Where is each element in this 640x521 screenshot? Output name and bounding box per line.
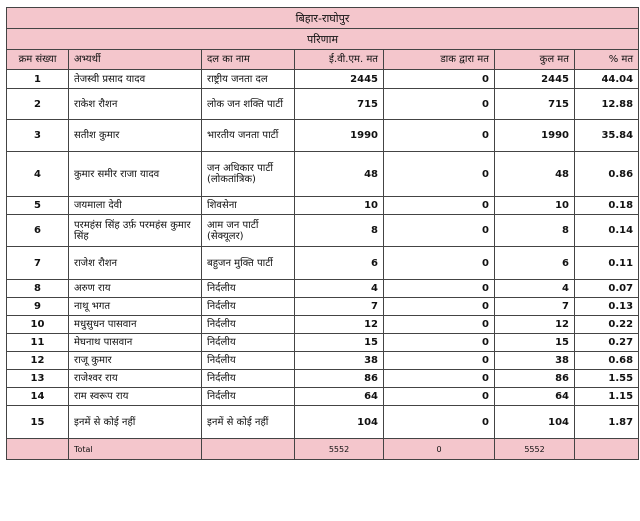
cell-evm-votes: 1990 [295,120,384,152]
cell-postal-votes: 0 [384,152,495,197]
total-postal: 0 [384,439,495,460]
cell-total-votes: 4 [495,280,575,298]
total-empty-cell [7,439,69,460]
cell-percent: 0.86 [575,152,639,197]
cell-candidate: नाथू भगत [69,298,202,316]
cell-party: निर्दलीय [202,334,295,352]
col-header-party: दल का नाम [202,50,295,70]
cell-party: भारतीय जनता पार्टी [202,120,295,152]
cell-postal-votes: 0 [384,197,495,215]
total-evm: 5552 [295,439,384,460]
cell-evm-votes: 7 [295,298,384,316]
cell-serial: 5 [7,197,69,215]
cell-serial: 7 [7,247,69,280]
table-row [7,152,639,197]
col-header-serial: क्रम संख्या [7,50,69,70]
cell-total-votes: 6 [495,247,575,280]
results-table-container [6,7,638,460]
cell-percent: 0.11 [575,247,639,280]
cell-postal-votes: 0 [384,370,495,388]
cell-postal-votes: 0 [384,280,495,298]
cell-total-votes: 38 [495,352,575,370]
table-row [7,316,639,334]
cell-postal-votes: 0 [384,316,495,334]
cell-postal-votes: 0 [384,298,495,316]
cell-candidate: राजेश रौशन [69,247,202,280]
cell-percent: 0.18 [575,197,639,215]
total-pct-empty [575,439,639,460]
cell-percent: 1.15 [575,388,639,406]
cell-candidate: राम स्वरूप राय [69,388,202,406]
cell-percent: 0.07 [575,280,639,298]
cell-candidate: तेजस्वी प्रसाद यादव [69,70,202,89]
table-row [7,120,639,152]
cell-postal-votes: 0 [384,215,495,247]
col-header-percent: % मत [575,50,639,70]
cell-serial: 13 [7,370,69,388]
cell-serial: 11 [7,334,69,352]
cell-party: निर्दलीय [202,388,295,406]
cell-percent: 1.87 [575,406,639,439]
cell-candidate: मेघनाथ पासवान [69,334,202,352]
results-body [7,70,639,439]
cell-candidate: राजू कुमार [69,352,202,370]
cell-evm-votes: 715 [295,89,384,120]
cell-party: शिवसेना [202,197,295,215]
cell-total-votes: 1990 [495,120,575,152]
col-header-evm-votes: ई.वी.एम. मत [295,50,384,70]
cell-percent: 12.88 [575,89,639,120]
table-row [7,89,639,120]
cell-evm-votes: 48 [295,152,384,197]
cell-postal-votes: 0 [384,388,495,406]
cell-total-votes: 104 [495,406,575,439]
cell-total-votes: 12 [495,316,575,334]
table-row [7,334,639,352]
total-row [7,439,639,460]
col-header-total-votes: कुल मत [495,50,575,70]
cell-serial: 12 [7,352,69,370]
cell-evm-votes: 6 [295,247,384,280]
cell-candidate: मधुसुधन पासवान [69,316,202,334]
cell-evm-votes: 38 [295,352,384,370]
results-table [6,7,639,460]
total-party-empty [202,439,295,460]
table-row [7,280,639,298]
cell-total-votes: 48 [495,152,575,197]
cell-party: निर्दलीय [202,316,295,334]
cell-serial: 1 [7,70,69,89]
cell-postal-votes: 0 [384,247,495,280]
cell-party: राष्ट्रीय जनता दल [202,70,295,89]
cell-party: लोक जन शक्ति पार्टी [202,89,295,120]
table-row [7,370,639,388]
cell-evm-votes: 86 [295,370,384,388]
cell-postal-votes: 0 [384,334,495,352]
cell-candidate: जयमाला देवी [69,197,202,215]
col-header-postal-votes: डाक द्वारा मत [384,50,495,70]
cell-serial: 3 [7,120,69,152]
cell-candidate: इनमें से कोई नहीं [69,406,202,439]
cell-percent: 0.13 [575,298,639,316]
cell-serial: 4 [7,152,69,197]
cell-candidate: अरुण राय [69,280,202,298]
cell-serial: 15 [7,406,69,439]
cell-evm-votes: 2445 [295,70,384,89]
cell-party: निर्दलीय [202,298,295,316]
cell-postal-votes: 0 [384,406,495,439]
table-title: बिहार-राघोपुर [7,8,639,29]
cell-total-votes: 7 [495,298,575,316]
cell-party: बहुजन मुक्ति पार्टी [202,247,295,280]
cell-postal-votes: 0 [384,89,495,120]
cell-party: निर्दलीय [202,352,295,370]
table-row [7,352,639,370]
cell-party: इनमें से कोई नहीं [202,406,295,439]
table-row [7,388,639,406]
cell-evm-votes: 12 [295,316,384,334]
cell-party: जन अधिकार पार्टी (लोकतांत्रिक) [202,152,295,197]
col-header-candidate: अभ्यर्थी [69,50,202,70]
cell-total-votes: 10 [495,197,575,215]
cell-serial: 14 [7,388,69,406]
cell-total-votes: 15 [495,334,575,352]
cell-total-votes: 2445 [495,70,575,89]
table-row [7,70,639,89]
cell-evm-votes: 10 [295,197,384,215]
cell-evm-votes: 104 [295,406,384,439]
cell-percent: 0.27 [575,334,639,352]
cell-candidate: राजेश्वर राय [69,370,202,388]
cell-postal-votes: 0 [384,120,495,152]
cell-serial: 2 [7,89,69,120]
cell-percent: 35.84 [575,120,639,152]
cell-percent: 0.22 [575,316,639,334]
cell-candidate: राकेश रौशन [69,89,202,120]
cell-evm-votes: 64 [295,388,384,406]
cell-total-votes: 64 [495,388,575,406]
table-row [7,215,639,247]
cell-postal-votes: 0 [384,70,495,89]
total-votes: 5552 [495,439,575,460]
cell-total-votes: 8 [495,215,575,247]
total-label: Total [69,439,202,460]
table-row [7,406,639,439]
table-row [7,247,639,280]
cell-serial: 9 [7,298,69,316]
table-row [7,197,639,215]
cell-serial: 8 [7,280,69,298]
cell-percent: 0.68 [575,352,639,370]
cell-evm-votes: 8 [295,215,384,247]
cell-percent: 0.14 [575,215,639,247]
table-row [7,298,639,316]
cell-party: निर्दलीय [202,370,295,388]
cell-total-votes: 86 [495,370,575,388]
cell-party: निर्दलीय [202,280,295,298]
table-subtitle: परिणाम [7,29,639,50]
cell-party: आम जन पार्टी (सेक्यूलर) [202,215,295,247]
cell-serial: 10 [7,316,69,334]
cell-evm-votes: 15 [295,334,384,352]
cell-evm-votes: 4 [295,280,384,298]
cell-candidate: परमहंस सिंह उर्फ़ परमहंस कुमार सिंह [69,215,202,247]
cell-total-votes: 715 [495,89,575,120]
cell-candidate: कुमार समीर राजा यादव [69,152,202,197]
column-header-row [7,50,639,70]
cell-serial: 6 [7,215,69,247]
cell-postal-votes: 0 [384,352,495,370]
cell-percent: 1.55 [575,370,639,388]
cell-percent: 44.04 [575,70,639,89]
cell-candidate: सतीश कुमार [69,120,202,152]
